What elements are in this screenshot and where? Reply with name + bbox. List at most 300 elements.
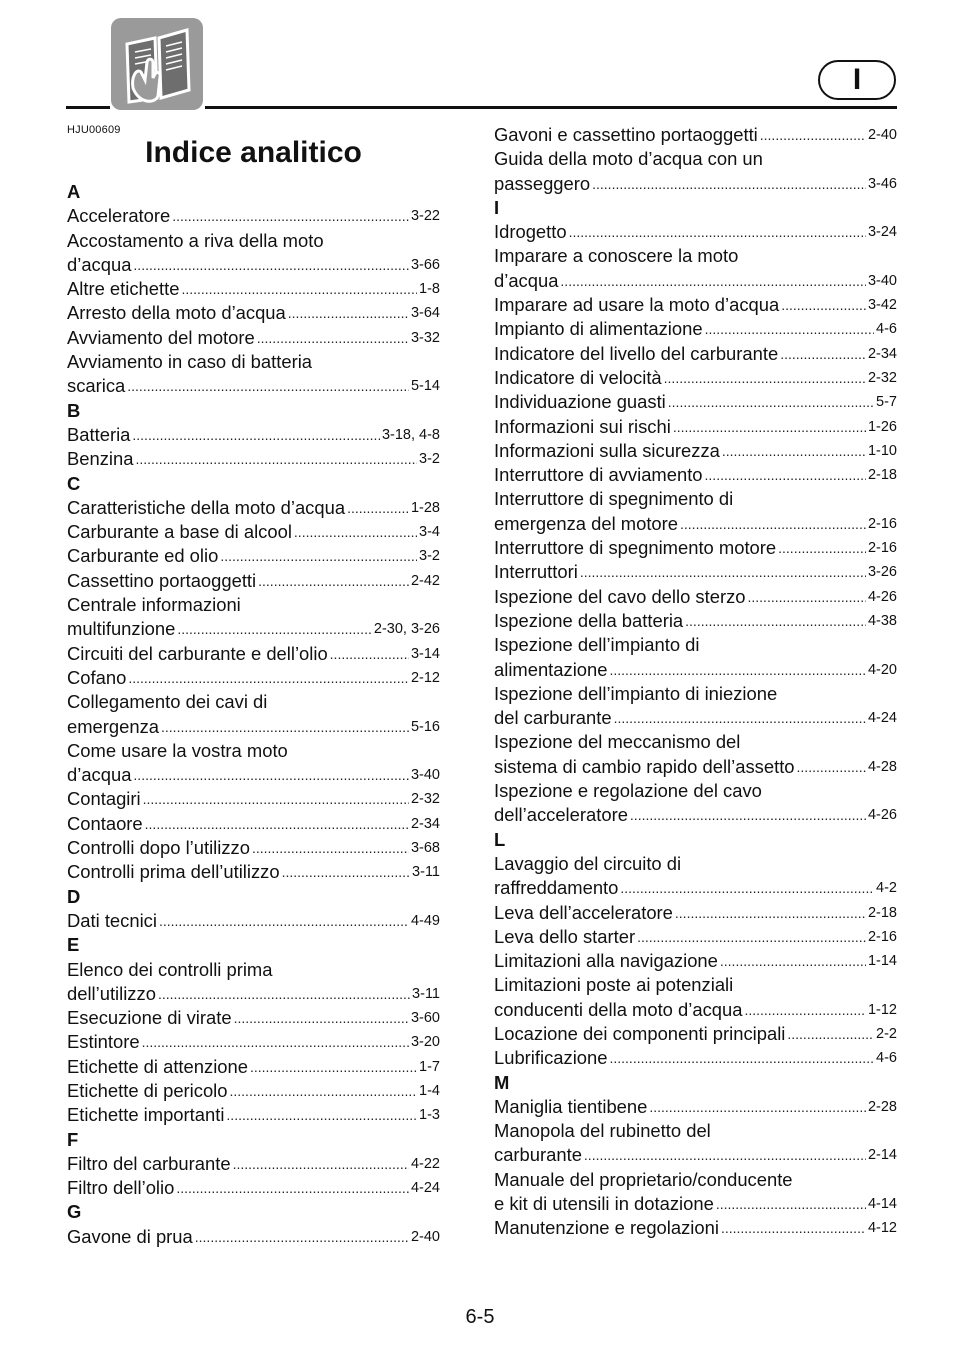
page-reference: 4-28 (867, 758, 897, 775)
index-entry-text: Avviamento del motore (67, 326, 255, 348)
page-reference: 4-24 (867, 710, 897, 727)
index-entry-line (494, 439, 897, 463)
index-entry (494, 390, 897, 414)
page-reference: 1-8 (419, 281, 440, 298)
index-entry-line (494, 1095, 897, 1119)
index-entry-text: Estintore (67, 1031, 140, 1053)
index-entry (67, 1006, 440, 1030)
dot-leader (128, 666, 409, 690)
page-reference: 4-26 (867, 807, 897, 824)
index-entry (494, 973, 897, 1022)
index-entry-text: alimentazione (494, 658, 608, 680)
index-entry-text: Caratteristiche della moto d’acqua (67, 496, 346, 518)
page-reference: 3-66 (410, 256, 440, 273)
index-entry-text: Guida della moto d’acqua con un (494, 148, 763, 170)
index-entry (494, 609, 897, 633)
index-entry-text: Manopola del rubinetto del (494, 1120, 711, 1142)
page-reference: 3-2 (419, 451, 440, 468)
index-entry (494, 1095, 897, 1119)
language-badge: I (818, 60, 896, 100)
index-entry-line (494, 172, 897, 196)
index-entry (67, 1225, 440, 1249)
index-entry-text: Limitazioni alla navigazione (494, 950, 718, 972)
index-entry-text: Accostamento a riva della moto (67, 229, 324, 251)
index-entry-text: Limitazioni poste ai potenziali (494, 974, 734, 996)
dot-leader (675, 901, 866, 925)
page-reference: 4-20 (867, 661, 897, 678)
index-entry (494, 293, 897, 317)
index-entry-text: Interruttore di spegnimento di (494, 488, 734, 510)
index-entry-text: Gavoni e cassettino portaoggetti (494, 124, 758, 145)
page-reference: 4-6 (876, 321, 897, 338)
index-entry-text: Circuiti del carburante e dell’olio (67, 642, 328, 664)
index-entry (67, 204, 440, 228)
index-entry-text: Lavaggio del circuito di (494, 852, 682, 874)
index-letter-heading: F (67, 1128, 79, 1150)
index-entry-line (494, 536, 897, 560)
index-entry-text: Interruttore di spegnimento motore (494, 537, 777, 559)
dot-leader (258, 569, 409, 593)
index-entry (67, 739, 440, 788)
index-entry (67, 593, 440, 642)
index-entry (67, 787, 440, 811)
index-entry-line (494, 949, 897, 973)
page-reference: 3-60 (410, 1010, 440, 1027)
page-reference: 2-18 (867, 904, 897, 921)
dot-leader (721, 1216, 866, 1240)
index-entry-line (67, 447, 440, 471)
dot-leader (145, 812, 409, 836)
index-entry-text: Interruttori (494, 561, 578, 583)
dot-leader (609, 1046, 874, 1070)
index-entry-text: Manutenzione e regolazioni (494, 1217, 719, 1239)
index-entry-text: Etichette di pericolo (67, 1079, 228, 1101)
index-entry-text: Filtro dell’olio (67, 1177, 175, 1199)
page-reference: 1-14 (867, 953, 897, 970)
index-entry (67, 812, 440, 836)
index-entry-line (494, 609, 897, 633)
index-entry-text: Impianto di alimentazione (494, 318, 703, 340)
dot-leader (176, 1176, 409, 1200)
index-entry-text: Informazioni sulla sicurezza (494, 439, 720, 461)
index-entry (67, 326, 440, 350)
dot-leader (609, 658, 865, 682)
index-entry-text: raffreddamento (494, 877, 619, 899)
index-entry-text: Contagiri (67, 788, 141, 810)
page-reference: 1-7 (419, 1058, 440, 1075)
index-entry-text: e kit di utensili in dotazione (494, 1193, 714, 1215)
index-entry-line (67, 812, 440, 836)
index-entry (494, 730, 897, 779)
document-code: HJU00609 (67, 124, 121, 136)
page-reference: 2-2 (876, 1025, 897, 1042)
index-entry-line (67, 836, 440, 860)
page-reference: 2-42 (410, 572, 440, 589)
manual-hand-icon (111, 18, 203, 110)
index-entry-line (67, 1103, 440, 1127)
index-entry (67, 350, 440, 399)
index-entry-line (67, 1152, 440, 1176)
index-entry-line (494, 876, 897, 900)
index-entry (67, 520, 440, 544)
index-entry (494, 123, 897, 147)
index-entry-line (67, 253, 440, 277)
index-entry-text: Indicatore del livello del carburante (494, 342, 779, 364)
index-entry (494, 682, 897, 731)
dot-leader (620, 876, 874, 900)
index-entry (494, 779, 897, 828)
dot-leader (637, 925, 866, 949)
page-reference: 4-2 (876, 880, 897, 897)
index-entry-text: Altre etichette (67, 278, 180, 300)
dot-leader (787, 1022, 874, 1046)
dot-leader (177, 617, 372, 641)
index-entry-line (494, 390, 897, 414)
page-number: 6-5 (465, 1306, 495, 1328)
index-entry-line (67, 326, 440, 350)
dot-leader (705, 463, 866, 487)
index-entry-line (494, 415, 897, 439)
page-reference: 2-12 (410, 669, 440, 686)
index-letter-heading: I (494, 196, 500, 218)
page-reference: 1-28 (410, 499, 440, 516)
dot-leader (580, 560, 866, 584)
dot-leader (584, 1143, 866, 1167)
index-entry-line (494, 123, 897, 147)
dot-leader (294, 520, 417, 544)
index-entry (67, 1103, 440, 1127)
index-entry-text: Avviamento in caso di batteria (67, 351, 313, 373)
page-reference: 3-24 (867, 224, 897, 241)
index-entry-line (494, 925, 897, 949)
index-entry-text: Controlli prima dell’utilizzo (67, 861, 280, 883)
header-rule (205, 106, 897, 109)
index-entry-line (67, 1176, 440, 1200)
index-entry-text: Esecuzione di virate (67, 1007, 232, 1029)
index-entry-text: Acceleratore (67, 205, 171, 227)
index-entry-line (67, 423, 440, 447)
page-reference: 1-3 (419, 1107, 440, 1124)
index-entry-line (494, 1046, 897, 1070)
dot-leader (226, 1103, 417, 1127)
index-entry-line (67, 1055, 440, 1079)
dot-leader (250, 1055, 417, 1079)
index-entry (67, 836, 440, 860)
dot-leader (257, 326, 409, 350)
index-entry-text: Contaore (67, 812, 143, 834)
page-reference: 3-42 (867, 297, 897, 314)
index-letter-heading: L (494, 828, 506, 850)
dot-leader (760, 123, 866, 147)
index-entry-line (67, 982, 440, 1006)
index-entry (494, 1168, 897, 1217)
index-letter-heading: A (67, 181, 81, 202)
index-entry-text: Indicatore di velocità (494, 366, 662, 388)
index-entry (67, 569, 440, 593)
index-entry-line (494, 1022, 897, 1046)
dot-leader (282, 860, 410, 884)
index-entry (67, 496, 440, 520)
index-entry-text: Imparare a conoscere la moto (494, 245, 739, 267)
page-reference: 2-40 (867, 127, 897, 143)
index-entry-line (67, 642, 440, 666)
index-entry (67, 423, 440, 447)
index-entry-text: Leva dell’acceleratore (494, 901, 673, 923)
dot-leader (797, 755, 866, 779)
index-entry-line (67, 496, 440, 520)
index-entry (67, 1176, 440, 1200)
index-entry-text: Cassettino portaoggetti (67, 569, 257, 591)
index-letter-heading: B (67, 399, 81, 421)
header-rule (66, 106, 110, 109)
index-entry-text: Ispezione dell’impianto di (494, 634, 700, 656)
index-entry-text: Dati tecnici (67, 909, 157, 931)
index-entry-line (494, 317, 897, 341)
index-entry-line (494, 463, 897, 487)
dot-leader (133, 253, 409, 277)
dot-leader (614, 706, 866, 730)
page-reference: 2-34 (867, 345, 897, 362)
index-entry-line (494, 1143, 897, 1167)
index-entry-text: Batteria (67, 423, 131, 445)
index-entry (494, 463, 897, 487)
page-reference: 2-40 (410, 1228, 440, 1245)
dot-leader (161, 715, 409, 739)
index-entry (67, 909, 440, 933)
dot-leader (195, 1225, 409, 1249)
page-reference: 2-16 (867, 540, 897, 557)
dot-leader (668, 390, 874, 414)
dot-leader (748, 585, 866, 609)
page-reference: 2-16 (867, 928, 897, 945)
index-entry-text: d’acqua (67, 253, 132, 275)
page-reference: 3-32 (410, 329, 440, 346)
index-entry-line (67, 1006, 440, 1030)
index-entry (494, 901, 897, 925)
index-entry-text: Interruttore di avviamento (494, 464, 703, 486)
index-letter-heading: M (494, 1071, 510, 1093)
dot-leader (135, 447, 417, 471)
index-entry-text: Carburante ed olio (67, 545, 219, 567)
page-reference: 2-30, 3-26 (373, 621, 440, 638)
dot-leader (680, 512, 866, 536)
dot-leader (143, 787, 409, 811)
index-entry (494, 925, 897, 949)
index-entry-line (67, 1079, 440, 1103)
page-reference: 2-32 (410, 791, 440, 808)
index-entry-text: Informazioni sui rischi (494, 415, 671, 437)
index-entry (494, 244, 897, 293)
dot-leader (159, 909, 409, 933)
index-entry-text: Gavone di prua (67, 1225, 193, 1247)
index-entry-text: del carburante (494, 707, 612, 729)
index-entry-line (67, 860, 440, 884)
dot-leader (592, 172, 866, 196)
page-reference: 3-40 (867, 272, 897, 289)
index-entry (67, 277, 440, 301)
page-reference: 3-22 (410, 208, 440, 225)
page-title: Indice analitico (145, 136, 362, 169)
page-reference: 3-46 (867, 175, 897, 192)
index-entry-text: Locazione dei componenti principali (494, 1022, 786, 1044)
page-reference: 2-14 (867, 1147, 897, 1164)
index-entry (494, 220, 897, 244)
index-entry (494, 585, 897, 609)
page-reference: 3-2 (419, 548, 440, 565)
index-entry (494, 852, 897, 901)
index-entry-text: Etichette importanti (67, 1104, 225, 1126)
index-entry-line (494, 755, 897, 779)
index-entry-line (494, 901, 897, 925)
index-entry-line (494, 560, 897, 584)
index-entry-line (494, 706, 897, 730)
dot-leader (142, 1030, 409, 1054)
index-entry-text: Filtro del carburante (67, 1152, 231, 1174)
dot-leader (172, 204, 409, 228)
index-entry-text: Ispezione dell’impianto di iniezione (494, 682, 778, 704)
index-entry (67, 666, 440, 690)
index-entry-line (67, 520, 440, 544)
index-entry (494, 560, 897, 584)
index-column-left (67, 180, 440, 1249)
index-entry-line (67, 763, 440, 787)
index-entry (494, 1216, 897, 1240)
page-reference: 3-40 (410, 767, 440, 784)
page-reference: 2-18 (867, 467, 897, 484)
index-entry-text: Manuale del proprietario/conducente (494, 1168, 793, 1190)
index-entry (494, 147, 897, 196)
page-reference: 2-32 (867, 369, 897, 386)
page-reference: 4-6 (876, 1050, 897, 1067)
index-entry (67, 1152, 440, 1176)
index-entry (494, 366, 897, 390)
index-entry (67, 544, 440, 568)
dot-leader (220, 544, 417, 568)
index-entry-line (67, 204, 440, 228)
dot-leader (127, 374, 409, 398)
index-entry-line (494, 998, 897, 1022)
index-entry (494, 415, 897, 439)
dot-leader (778, 536, 866, 560)
page-reference: 3-20 (410, 1034, 440, 1051)
page-reference: 3-11 (412, 985, 440, 1002)
index-entry-text: carburante (494, 1144, 582, 1166)
dot-leader (234, 1006, 409, 1030)
page-reference: 4-49 (410, 912, 440, 929)
index-entry-line (67, 374, 440, 398)
index-entry-text: Lubrificazione (494, 1047, 608, 1069)
index-entry-text: Ispezione della batteria (494, 609, 684, 631)
index-entry (67, 1079, 440, 1103)
dot-leader (673, 415, 866, 439)
page-reference: 5-16 (410, 718, 440, 735)
dot-leader (288, 301, 409, 325)
index-entry (494, 1022, 897, 1046)
index-entry-text: Centrale informazioni (67, 594, 241, 616)
index-entry-line (494, 269, 897, 293)
dot-leader (716, 1192, 866, 1216)
dot-leader (330, 642, 409, 666)
page-reference: 3-11 (412, 864, 440, 881)
index-entry-text: conducenti della moto d’acqua (494, 998, 743, 1020)
index-entry-text: Cofano (67, 666, 127, 688)
index-entry (67, 1055, 440, 1079)
index-entry-text: Benzina (67, 448, 134, 470)
index-entry-text: Maniglia tientibene (494, 1095, 648, 1117)
index-entry-line (494, 658, 897, 682)
page-reference: 5-14 (410, 378, 440, 395)
dot-leader (722, 439, 866, 463)
index-entry (67, 642, 440, 666)
page-reference: 4-22 (410, 1155, 440, 1172)
index-entry (67, 958, 440, 1007)
page-reference: 3-64 (410, 305, 440, 322)
index-entry-text: Carburante a base di alcool (67, 521, 292, 543)
dot-leader (233, 1152, 409, 1176)
index-entry-text: Leva dello starter (494, 925, 636, 947)
page-reference: 4-38 (867, 612, 897, 629)
index-entry-text: Arresto della moto d’acqua (67, 302, 286, 324)
index-entry-line (67, 569, 440, 593)
index-entry (494, 439, 897, 463)
index-entry-line (494, 293, 897, 317)
index-entry-line (494, 366, 897, 390)
index-entry-text: Ispezione del meccanismo del (494, 731, 741, 753)
index-entry (67, 301, 440, 325)
index-entry-line (494, 342, 897, 366)
index-entry-line (67, 715, 440, 739)
page-reference: 4-26 (867, 588, 897, 605)
index-entry-text: Ispezione del cavo dello sterzo (494, 585, 746, 607)
index-entry-line (67, 909, 440, 933)
page-reference: 4-24 (410, 1180, 440, 1197)
index-entry-line (67, 1030, 440, 1054)
index-letter-heading: G (67, 1201, 82, 1223)
index-entry-text: Collegamento dei cavi di (67, 691, 268, 713)
dot-leader (705, 317, 874, 341)
index-entry-text: Etichette di attenzione (67, 1055, 248, 1077)
index-entry-text: Come usare la vostra moto (67, 739, 288, 761)
index-entry-line (494, 803, 897, 827)
page-reference: 2-34 (410, 815, 440, 832)
index-entry-line (494, 220, 897, 244)
index-entry-line (67, 277, 440, 301)
page-reference: 3-68 (410, 840, 440, 857)
index-entry-line (67, 787, 440, 811)
index-entry (67, 690, 440, 739)
index-entry-text: emergenza (67, 715, 160, 737)
index-entry (494, 487, 897, 536)
dot-leader (649, 1095, 866, 1119)
index-letter-heading: C (67, 472, 81, 494)
index-entry (67, 447, 440, 471)
index-letter-heading: E (67, 934, 80, 956)
dot-leader (158, 982, 410, 1006)
dot-leader (780, 342, 866, 366)
dot-leader (230, 1079, 418, 1103)
index-entry-text: multifunzione (67, 618, 176, 640)
dot-leader (252, 836, 409, 860)
page-reference: 2-28 (867, 1098, 897, 1115)
index-entry-text: Individuazione guasti (494, 391, 666, 413)
dot-leader (181, 277, 417, 301)
page-reference: 1-4 (419, 1082, 440, 1099)
index-entry-text: Controlli dopo l’utilizzo (67, 837, 250, 859)
index-entry-text: d’acqua (494, 269, 559, 291)
dot-leader (569, 220, 866, 244)
index-entry-text: dell’utilizzo (67, 982, 156, 1004)
page-reference: 1-12 (867, 1001, 897, 1018)
